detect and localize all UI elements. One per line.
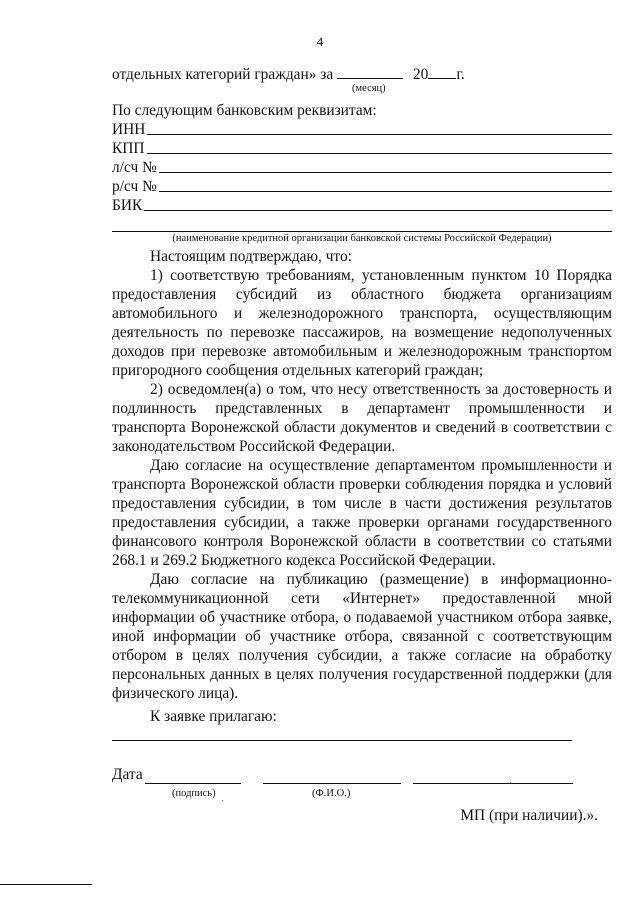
month-caption: (месяц) bbox=[352, 83, 386, 94]
full-name-blank[interactable] bbox=[263, 769, 401, 784]
period-text: отдельных категорий граждан» за bbox=[112, 66, 334, 83]
bik-field[interactable] bbox=[112, 196, 612, 215]
personal-account-label: л/сч № bbox=[112, 159, 157, 176]
signature-captions bbox=[112, 784, 612, 798]
bik-input-line[interactable] bbox=[144, 210, 612, 211]
bank-name-caption: (наименование кредитной организации банковской системы Российской Федерации) bbox=[172, 233, 552, 244]
year-prefix: 20 bbox=[412, 66, 429, 83]
inn-field[interactable] bbox=[112, 120, 612, 139]
date-label: Дата bbox=[112, 766, 143, 783]
personal-account-field[interactable] bbox=[112, 158, 612, 177]
personal-account-input-line[interactable] bbox=[159, 172, 612, 173]
consent-paragraph-1: Даю согласие на осуществление департаментом промышленности и транспорта Воронежской области проверки соблюдения порядка и условий предоставления субсидии, в том числе в части достижения результатов предоставления субсидии, а также проверки органами государственного финансового контроля Воронежской области в соответствии со статьями 268.1 и 269.2 Бюджетного кодекса Российской Федерации. bbox=[112, 457, 612, 569]
bank-details-intro: По следующим банковским реквизитам: bbox=[112, 102, 377, 119]
settlement-account-label: р/сч № bbox=[112, 178, 157, 195]
signature-blank[interactable] bbox=[145, 769, 241, 784]
footnote-rule bbox=[0, 884, 92, 885]
year-suffix: г. bbox=[456, 66, 465, 83]
scan-dot bbox=[222, 800, 223, 801]
attachments-label: К заявке прилагаю: bbox=[150, 708, 277, 725]
scan-dot bbox=[510, 782, 511, 783]
kpp-input-line[interactable] bbox=[147, 153, 613, 154]
inn-label: ИНН bbox=[112, 121, 146, 138]
settlement-account-input-line[interactable] bbox=[159, 191, 612, 192]
confirmation-intro: Настоящим подтверждаю, что: bbox=[150, 248, 352, 265]
bank-name-input-line[interactable] bbox=[112, 217, 612, 232]
signature-row bbox=[112, 765, 612, 784]
kpp-field[interactable] bbox=[112, 139, 612, 158]
full-name-caption: (Ф.И.О.) bbox=[312, 788, 351, 799]
confirmation-item-2: 2) осведомлен(а) о том, что несу ответственность за достоверность и подлинность представленных в департамент промышленности и транспорта Воронежской области документов и сведений в соответствии с законодательством Российской Федерации. bbox=[112, 381, 612, 455]
inn-input-line[interactable] bbox=[147, 134, 612, 135]
date-blank[interactable] bbox=[413, 769, 573, 784]
settlement-account-field[interactable] bbox=[112, 177, 612, 196]
page-number: 4 bbox=[316, 34, 324, 49]
attachments-input-line[interactable] bbox=[112, 726, 572, 741]
kpp-label: КПП bbox=[112, 140, 145, 157]
signature-caption: (подпись) bbox=[172, 788, 216, 799]
consent-paragraph-2: Даю согласие на публикацию (размещение) в информационно-телекоммуникационной сети «Интернет» предоставленной мной информации об участнике отбора, о подаваемой участником отбора заявке, иной информации об участнике отбора, связанной с соответствующим отбором в целях получения субсидии, а также согласие на обработку персональных данных в целях получения государственной поддержки (для физического лица). bbox=[112, 571, 612, 702]
confirmation-item-1: 1) соответствую требованиям, установленным пунктом 10 Порядка предоставления субсидий из областного бюджета организациям автомобильного и железнодорожного транспорта, осуществляющим деятельность по перевозке пассажиров, на возмещение недополученных доходов при перевозке автомобильным и железнодорожным транспортом пригородного сообщения отдельных категорий граждан; bbox=[112, 267, 612, 379]
year-blank[interactable] bbox=[428, 64, 456, 79]
seal-note: МП (при наличии).». bbox=[460, 807, 598, 824]
month-blank[interactable] bbox=[337, 64, 403, 79]
form-content bbox=[112, 64, 612, 825]
bik-label: БИК bbox=[112, 197, 143, 214]
period-line bbox=[112, 64, 612, 83]
